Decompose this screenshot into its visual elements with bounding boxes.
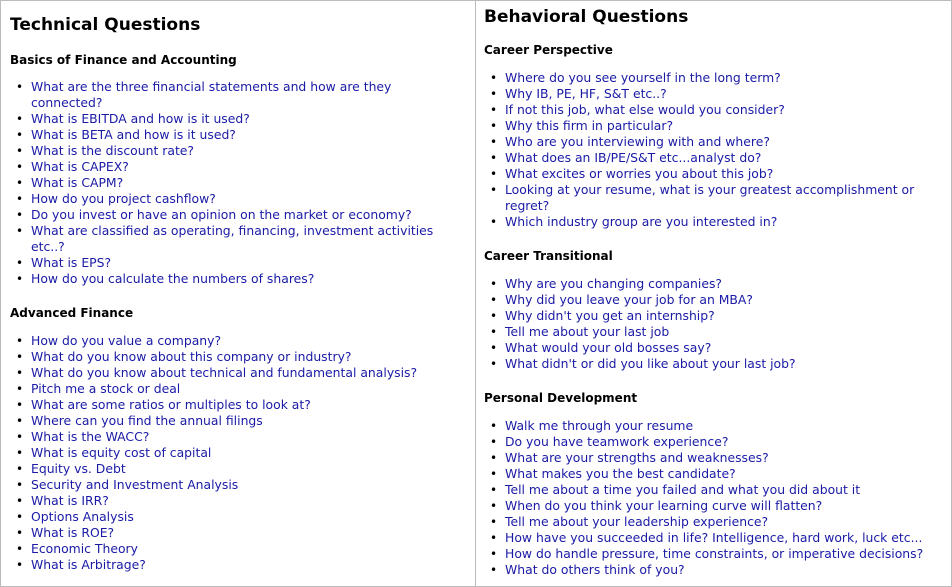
list-item[interactable]: [484, 418, 950, 434]
list-item[interactable]: [10, 429, 460, 445]
list-item[interactable]: [10, 365, 460, 381]
question-link[interactable]: Tell me about a time you failed and what you did about it: [505, 482, 861, 497]
question-link[interactable]: What do you know about this company or industry?: [31, 349, 352, 364]
list-item[interactable]: [484, 276, 944, 292]
list-item[interactable]: [484, 166, 929, 182]
question-link[interactable]: What is Arbitrage?: [31, 557, 146, 572]
list-item[interactable]: [10, 493, 460, 509]
question-link[interactable]: How do you value a company?: [31, 333, 222, 348]
column-divider: [475, 1, 476, 586]
question-link[interactable]: What makes you the best candidate?: [505, 466, 736, 481]
question-link[interactable]: What are the three financial statements and how are they connected?: [31, 79, 392, 110]
question-link[interactable]: Looking at your resume, what is your greatest accomplishment or regret?: [505, 182, 915, 213]
list-item[interactable]: [484, 308, 944, 324]
list-item[interactable]: [10, 413, 460, 429]
list-item[interactable]: [10, 349, 460, 365]
question-link[interactable]: Options Analysis: [31, 509, 134, 524]
list-item[interactable]: [10, 541, 460, 557]
question-link[interactable]: How do handle pressure, time constraints, or imperative decisions?: [505, 546, 924, 561]
question-link[interactable]: What does an IB/PE/S&T etc...analyst do?: [505, 150, 762, 165]
question-link[interactable]: What is the discount rate?: [31, 143, 195, 158]
career-perspective-question-list: [484, 70, 929, 230]
section-title-basics: Basics of Finance and Accounting: [10, 53, 237, 67]
list-item[interactable]: [484, 118, 929, 134]
list-item[interactable]: [10, 477, 460, 493]
list-item[interactable]: [10, 525, 460, 541]
list-item[interactable]: [10, 509, 460, 525]
question-link[interactable]: What do you know about technical and fundamental analysis?: [31, 365, 418, 380]
question-link[interactable]: What are your strengths and weaknesses?: [505, 450, 769, 465]
list-item[interactable]: [484, 498, 950, 514]
list-item[interactable]: [10, 255, 450, 271]
question-link[interactable]: How do you calculate the numbers of shares?: [31, 271, 315, 286]
list-item[interactable]: [484, 356, 944, 372]
list-item[interactable]: [10, 111, 450, 127]
question-link[interactable]: What excites or worries you about this job?: [505, 166, 774, 181]
question-link[interactable]: Walk me through your resume: [505, 418, 694, 433]
question-link[interactable]: What is CAPEX?: [31, 159, 129, 174]
question-link[interactable]: Equity vs. Debt: [31, 461, 126, 476]
list-item[interactable]: [10, 79, 450, 111]
list-item[interactable]: [10, 381, 460, 397]
list-item[interactable]: [484, 482, 950, 498]
career-transitional-question-list: [484, 276, 944, 372]
list-item[interactable]: [10, 159, 450, 175]
list-item[interactable]: [10, 397, 460, 413]
list-item[interactable]: [484, 134, 929, 150]
question-link[interactable]: If not this job, what else would you consider?: [505, 102, 785, 117]
list-item[interactable]: [10, 557, 460, 573]
list-item[interactable]: [10, 445, 460, 461]
list-item[interactable]: [484, 514, 950, 530]
list-item[interactable]: [484, 150, 929, 166]
question-link[interactable]: Security and Investment Analysis: [31, 477, 239, 492]
list-item[interactable]: [10, 175, 450, 191]
question-link[interactable]: Why are you changing companies?: [505, 276, 723, 291]
basics-question-list: [10, 79, 450, 287]
list-item[interactable]: [484, 292, 944, 308]
list-item[interactable]: [484, 102, 929, 118]
question-link[interactable]: Tell me about your leadership experience?: [505, 514, 769, 529]
question-link[interactable]: What is BETA and how is it used?: [31, 127, 236, 142]
question-link[interactable]: Where can you find the annual filings: [31, 413, 263, 428]
question-link[interactable]: What is IRR?: [31, 493, 109, 508]
list-item[interactable]: [10, 271, 450, 287]
behavioral-questions-title: Behavioral Questions: [484, 7, 689, 27]
personal-development-question-list: [484, 418, 950, 578]
section-title-career-transitional: Career Transitional: [484, 249, 613, 263]
question-link[interactable]: What are classified as operating, financing, investment activities etc..?: [31, 223, 434, 254]
question-link[interactable]: What is ROE?: [31, 525, 115, 540]
question-link[interactable]: What do others think of you?: [505, 562, 685, 577]
technical-questions-title: Technical Questions: [10, 15, 201, 35]
question-link[interactable]: What is CAPM?: [31, 175, 124, 190]
question-link[interactable]: Do you have teamwork experience?: [505, 434, 729, 449]
list-item[interactable]: [484, 530, 950, 546]
list-item[interactable]: [484, 546, 950, 562]
question-link[interactable]: How have you succeeded in life? Intelligence, hard work, luck etc...: [505, 530, 923, 545]
list-item[interactable]: [10, 143, 450, 159]
technical-questions-column: [1, 1, 475, 586]
question-link[interactable]: What are some ratios or multiples to look at?: [31, 397, 311, 412]
list-item[interactable]: [484, 450, 950, 466]
question-link[interactable]: Why didn't you get an internship?: [505, 308, 715, 323]
list-item[interactable]: [10, 191, 450, 207]
list-item[interactable]: [484, 324, 944, 340]
advanced-finance-question-list: [10, 333, 460, 573]
question-link[interactable]: What is equity cost of capital: [31, 445, 212, 460]
list-item[interactable]: [484, 214, 929, 230]
question-link[interactable]: Why did you leave your job for an MBA?: [505, 292, 753, 307]
section-title-advanced-finance: Advanced Finance: [10, 306, 134, 320]
question-link[interactable]: When do you think your learning curve will flatten?: [505, 498, 823, 513]
list-item[interactable]: [10, 207, 450, 223]
question-link[interactable]: What is the WACC?: [31, 429, 150, 444]
list-item[interactable]: [484, 340, 944, 356]
list-item[interactable]: [10, 461, 460, 477]
list-item[interactable]: [484, 562, 950, 578]
list-item[interactable]: [484, 466, 950, 482]
question-link[interactable]: Economic Theory: [31, 541, 138, 556]
section-title-career-perspective: Career Perspective: [484, 43, 613, 57]
question-link[interactable]: What is EBITDA and how is it used?: [31, 111, 250, 126]
question-link[interactable]: How do you project cashflow?: [31, 191, 216, 206]
list-item[interactable]: [10, 333, 460, 349]
section-title-personal-development: Personal Development: [484, 391, 638, 405]
question-link[interactable]: What would your old bosses say?: [505, 340, 712, 355]
question-link[interactable]: What didn't or did you like about your last job?: [505, 356, 796, 371]
question-link[interactable]: Who are you interviewing with and where?: [505, 134, 770, 149]
question-link[interactable]: Which industry group are you interested in?: [505, 214, 778, 229]
question-link[interactable]: Why IB, PE, HF, S&T etc..?: [505, 86, 667, 101]
list-item[interactable]: [484, 434, 950, 450]
behavioral-questions-column: [477, 1, 951, 586]
list-item[interactable]: [10, 223, 450, 255]
question-link[interactable]: What is EPS?: [31, 255, 112, 270]
list-item[interactable]: [484, 86, 929, 102]
question-link[interactable]: Do you invest or have an opinion on the market or economy?: [31, 207, 412, 222]
list-item[interactable]: [10, 127, 450, 143]
question-link[interactable]: Why this firm in particular?: [505, 118, 674, 133]
list-item[interactable]: [484, 70, 929, 86]
question-link[interactable]: Where do you see yourself in the long term?: [505, 70, 781, 85]
list-item[interactable]: [484, 182, 929, 214]
question-link[interactable]: Tell me about your last job: [505, 324, 670, 339]
question-link[interactable]: Pitch me a stock or deal: [31, 381, 181, 396]
